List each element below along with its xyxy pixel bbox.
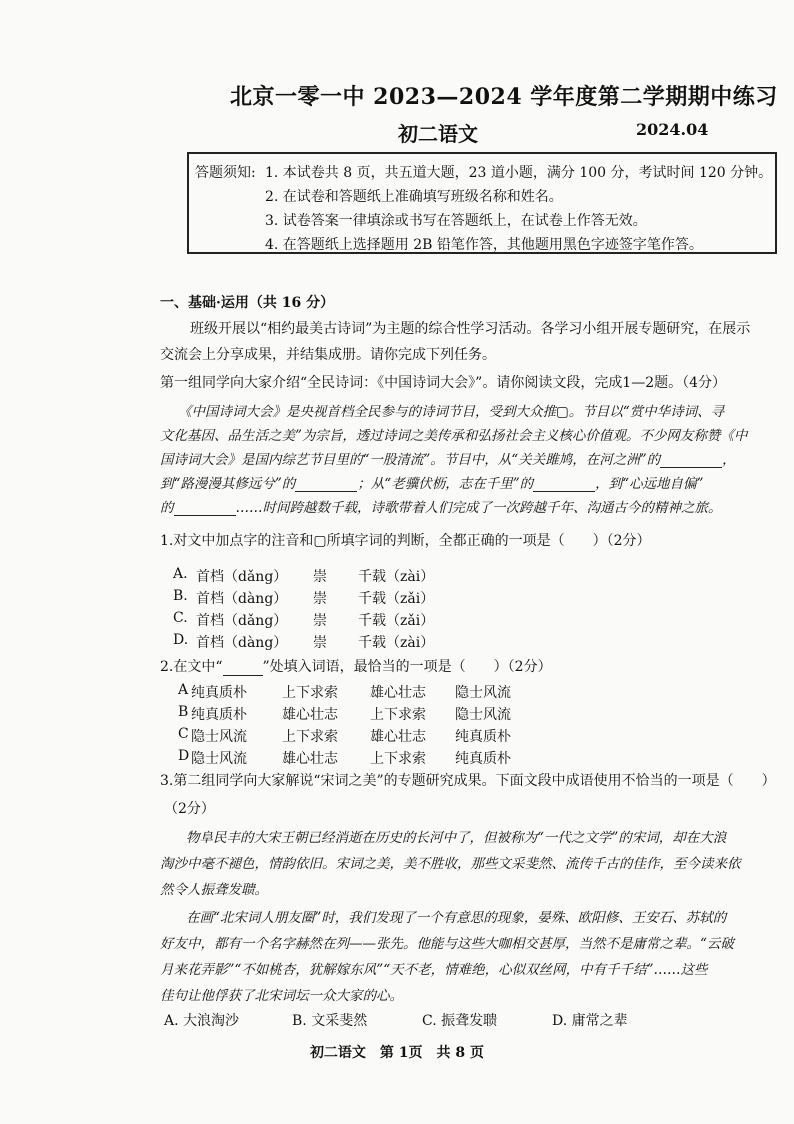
passage1-line-5-b: ……时间跨越数千载，诗歌带着人们完成了一次跨越千年、沟通古今的精神之旅。 [235, 500, 722, 516]
q2-c-1: 隐士风流 [191, 729, 247, 745]
question-3-points: （2分） [164, 801, 215, 817]
q2-option-row-d: D [178, 748, 190, 764]
q1-option-b-pinyin: 首档（dàng） [196, 591, 288, 607]
q1-option-letter: C. [173, 610, 188, 626]
q3-option-b: B. 文采斐然 [292, 1013, 368, 1029]
fill-blank-3 [533, 491, 595, 492]
q2-a-4: 隐士风流 [455, 685, 511, 701]
q1-option-letter: D. [173, 632, 189, 648]
question-3-stem: 3.第二组同学向大家解说“宋词之美”的专题研究成果。下面文段中成语使用不恰当的一项是（ ） [160, 773, 776, 789]
q1-option-b-zai: 千载（zǎi） [358, 591, 435, 607]
passage2-line-4: 在画“北宋词人朋友圈”时，我们发现了一个有意思的现象，晏殊、欧阳修、王安石、苏轼的 [186, 910, 727, 926]
q2-d-3: 上下求索 [370, 751, 426, 767]
notice-item-3: 3. 试卷答案一律填涂或书写在答题纸上，在试卷上作答无效。 [265, 213, 647, 229]
passage2-line-6: 月来花弄影”“不如桃杏，犹解嫁东风”“天不老，情难绝，心似双丝网，中有千千结”……这些 [160, 962, 708, 978]
passage1-line-5 [160, 496, 722, 516]
q3-option-d: D. 庸常之辈 [552, 1013, 628, 1029]
question-2-stem [160, 656, 552, 676]
fill-blank-2 [295, 491, 357, 492]
q2-option-row-c: C [178, 726, 189, 742]
passage1-line-4-a: 到“路漫漫其修远兮”的 [160, 476, 296, 492]
q2-a-1: 纯真质朴 [191, 685, 247, 701]
q2-b-3: 上下求索 [370, 707, 426, 723]
q1-option-d-zai: 千载（zài） [358, 635, 435, 651]
q2-a-2: 上下求索 [282, 685, 338, 701]
q1-option-d-pinyin: 首档（dàng） [196, 635, 288, 651]
q2-option-row-b: B [178, 704, 189, 720]
passage1-line-4-c: ，到“心远地自偏” [595, 476, 704, 492]
q2-stem-blank [223, 675, 263, 676]
passage2-line-3: 然令人振聋发聩。 [160, 882, 268, 898]
question-1-stem: 1.对文中加点字的注音和▢所填字词的判断，全都正确的一项是（ ）（2分） [160, 533, 651, 549]
passage1-line-5-a: 的 [160, 500, 174, 516]
q2-b-1: 纯真质朴 [191, 707, 247, 723]
group1-instruction: 第一组同学向大家介绍“全民诗词：《中国诗词大会》”。请你阅读文段，完成1—2题。（4分） [160, 375, 727, 391]
q1-option-c-zai: 千载（zǎi） [358, 613, 435, 629]
intro-line-1: 班级开展以“相约最美古诗词”为主题的综合性学习活动。各学习小组开展专题研究，在展示 [190, 321, 751, 337]
q2-b-4: 隐士风流 [455, 707, 511, 723]
passage1-line-3 [160, 448, 736, 468]
q1-option-letter: A. [173, 566, 188, 582]
q2-d-4: 纯真质朴 [455, 751, 511, 767]
passage2-line-1: 物阜民丰的大宋王朝已经消逝在历史的长河中了，但被称为“一代之文学”的宋词，却在大浪 [186, 830, 727, 846]
q1-option-d-char: 崇 [313, 635, 327, 651]
q2-stem-a: 2.在文中“ [160, 659, 223, 675]
notice-item-4: 4. 在答题纸上选择题用 2B 铅笔作答，其他题用黑色字迹签字笔作答。 [265, 237, 703, 253]
q2-c-3: 雄心壮志 [370, 729, 426, 745]
notice-item-1: 1. 本试卷共 8 页，共五道大题，23 道小题，满分 100 分，考试时间 120 分钟。 [265, 165, 773, 181]
q1-option-a-pinyin: 首档（dǎng） [196, 569, 288, 585]
passage1-line-4-b: ；从“老骥伏枥，志在千里”的 [357, 476, 534, 492]
q1-option-a-zai: 千载（zài） [358, 569, 435, 585]
q1-option-a-char: 崇 [313, 569, 327, 585]
q2-d-1: 隐士风流 [191, 751, 247, 767]
fill-blank-4 [174, 515, 236, 516]
q2-c-4: 纯真质朴 [455, 729, 511, 745]
page-footer: 初二语文 第 1页 共 8 页 [309, 1045, 485, 1061]
exam-date: 2024.04 [636, 120, 709, 139]
passage1-line-4 [160, 472, 703, 492]
passage2-line-2: 淘沙中毫不褪色，情韵依旧。宋词之美，美不胜收，那些文采斐然、流传千古的佳作，至今读来依 [160, 856, 741, 872]
passage1-line-3-text: 国诗词大会》是国内综艺节目里的“一股清流”。节目中，从“关关雎鸠，在河之洲”的 [160, 452, 661, 468]
passage1-line-2: 文化基因、品生活之美”为宗旨，透过诗词之美传承和弘扬社会主义核心价值观。不少网友称赞《中 [160, 428, 748, 444]
notice-item-2: 2. 在试卷和答题纸上准确填写班级名称和姓名。 [265, 189, 563, 205]
q2-b-2: 雄心壮志 [282, 707, 338, 723]
passage2-line-5: 好友中，都有一个名字赫然在列——张先。他能与这些大咖相交甚厚，当然不是庸常之辈。“云破 [160, 936, 734, 952]
q2-stem-b: ”处填入词语，最恰当的一项是（ ）（2分） [262, 659, 552, 675]
intro-line-2: 交流会上分享成果，并结集成册。请你完成下列任务。 [160, 347, 496, 363]
exam-title: 北京一零一中 2023—2024 学年度第二学期期中练习 [230, 84, 778, 110]
q1-option-b-char: 崇 [313, 591, 327, 607]
q3-option-a: A. 大浪淘沙 [164, 1013, 240, 1029]
notice-label: 答题须知: [195, 165, 256, 181]
section-heading: 一、基础·运用（共 16 分） [160, 295, 335, 311]
notice-box [187, 152, 777, 254]
q1-option-c-char: 崇 [313, 613, 327, 629]
q2-d-2: 雄心壮志 [282, 751, 338, 767]
q2-option-row-a: A [178, 682, 189, 698]
q3-option-c: C. 振聋发聩 [422, 1013, 498, 1029]
passage1-line-3-end: ， [722, 452, 736, 468]
q2-c-2: 上下求索 [282, 729, 338, 745]
passage2-line-7: 佳句让他俘获了北宋词坛一众大家的心。 [160, 988, 403, 1004]
q1-option-letter: B. [173, 588, 188, 604]
passage1-line-1: 《中国诗词大会》是央视首档全民参与的诗词节目，受到大众推▢。节目以“赏中华诗词、寻 [178, 404, 725, 420]
subject-title: 初二语文 [398, 122, 478, 146]
fill-blank-1 [660, 467, 722, 468]
q2-a-3: 雄心壮志 [370, 685, 426, 701]
q1-option-c-pinyin: 首档（dǎng） [196, 613, 288, 629]
